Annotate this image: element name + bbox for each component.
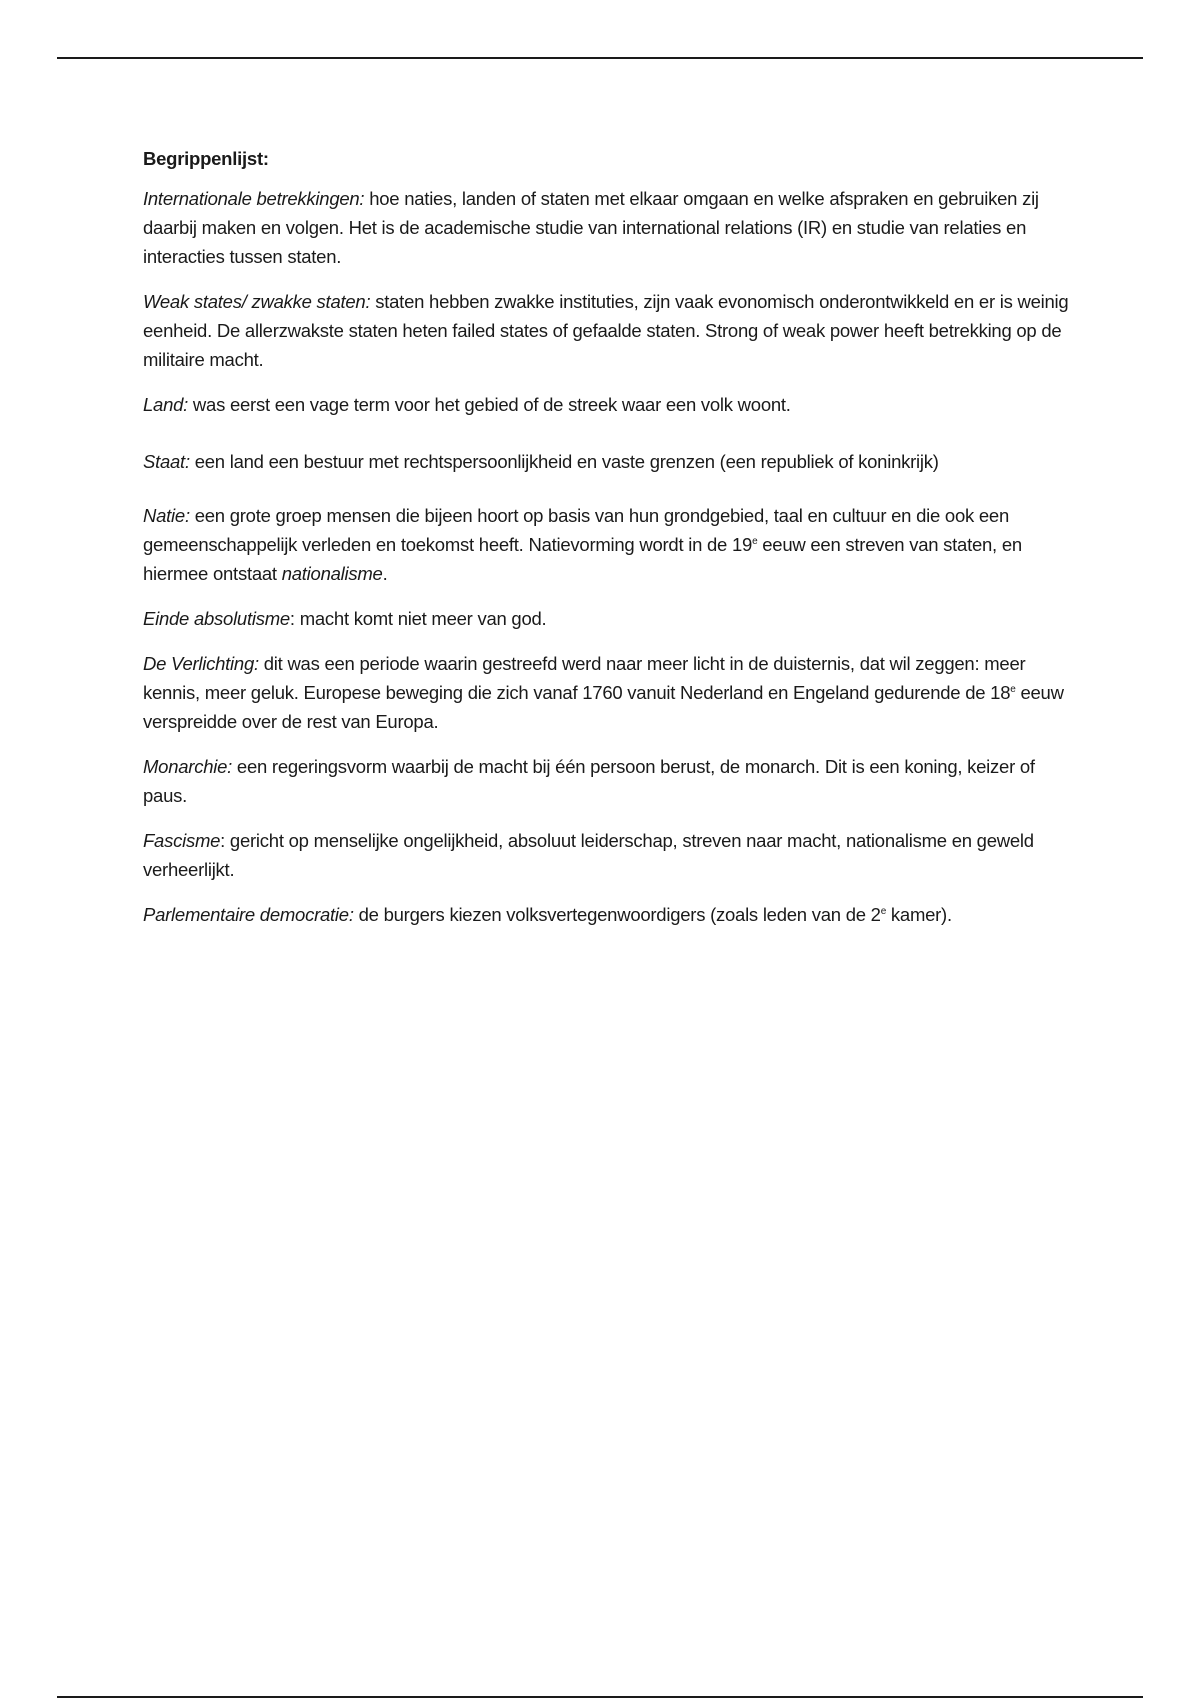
term: Internationale betrekkingen:: [143, 188, 365, 209]
definition-text-end: .: [382, 563, 388, 584]
term: Fascisme: [143, 830, 221, 851]
document-heading: Begrippenlijst:: [143, 148, 269, 169]
term: Parlementaire democratie:: [143, 904, 354, 925]
definition-de-verlichting: [143, 649, 1078, 736]
definition-text: de burgers kiezen volksvertegenwoordigers (zoals leden van de 2: [353, 904, 881, 925]
header-rule: [57, 57, 1143, 59]
definition-text: staten hebben zwakke instituties, zijn vaak evonomisch onderontwikkeld en er is weinig eenheid. De allerzwakste staten heten failed states of gefaalde staten. Strong of weak power heeft betrekking op de militaire macht.: [143, 291, 1069, 370]
definition-text-continued: kamer).: [886, 904, 952, 925]
definition-natie: [143, 501, 1078, 588]
definition-fascisme: [143, 826, 1078, 884]
definition-text-continued: eeuw verspreidde over de rest van Europa.: [143, 682, 1064, 732]
superscript: e: [880, 906, 887, 917]
definition-einde-absolutisme: [143, 604, 1078, 633]
document-body: [143, 144, 1078, 945]
definition-text: een regeringsvorm waarbij de macht bij één persoon berust, de monarch. Dit is een koning, keizer of paus.: [143, 756, 1035, 806]
term: Monarchie:: [143, 756, 233, 777]
term: Weak states/ zwakke staten:: [143, 291, 371, 312]
definition-text: was eerst een vage term voor het gebied of de streek waar een volk woont.: [188, 394, 791, 415]
definition-text: hoe naties, landen of staten met elkaar omgaan en welke afspraken en gebruiken zij daarbij maken en volgen. Het is de academische studie van international relations (IR) en studie van relaties en interacties tussen staten.: [143, 188, 1039, 267]
superscript: e: [752, 536, 758, 547]
superscript: e: [1010, 684, 1016, 695]
term: Einde absolutisme: [143, 608, 290, 629]
definition-internationale-betrekkingen: [143, 184, 1078, 271]
definition-text: : gericht op menselijke ongelijkheid, absoluut leiderschap, streven naar macht, nationalisme en geweld verheerlijkt.: [143, 830, 1034, 880]
definition-monarchie: [143, 752, 1078, 810]
term: Natie:: [143, 505, 190, 526]
definition-text: dit was een periode waarin gestreefd werd naar meer licht in de duisternis, dat wil zeggen: meer kennis, meer geluk. Europese beweging die zich vanaf 1760 vanuit Nederland en Engeland gedurende de 18: [143, 653, 1026, 703]
definition-text: een land een bestuur met rechtspersoonlijkheid en vaste grenzen (een republiek of koninkrijk): [189, 451, 939, 472]
term: Land:: [143, 394, 189, 415]
definition-staat: [143, 447, 1078, 476]
definition-land: [143, 390, 1078, 419]
footer-rule: [57, 1696, 1143, 1698]
term: De Verlichting:: [143, 653, 259, 674]
definition-text: : macht komt niet meer van god.: [289, 608, 547, 629]
definition-weak-states: [143, 287, 1078, 374]
emphasis: nationalisme: [281, 563, 383, 584]
definition-text-continued: eeuw een streven van staten, en hiermee ontstaat: [143, 534, 1022, 584]
definition-parlementaire-democratie: [143, 900, 1078, 929]
term: Staat:: [143, 451, 190, 472]
definition-text: een grote groep mensen die bijeen hoort op basis van hun grondgebied, taal en cultuur en die ook een gemeenschappelijk verleden en toekomst heeft. Natievorming wordt in de 19: [143, 505, 1009, 555]
